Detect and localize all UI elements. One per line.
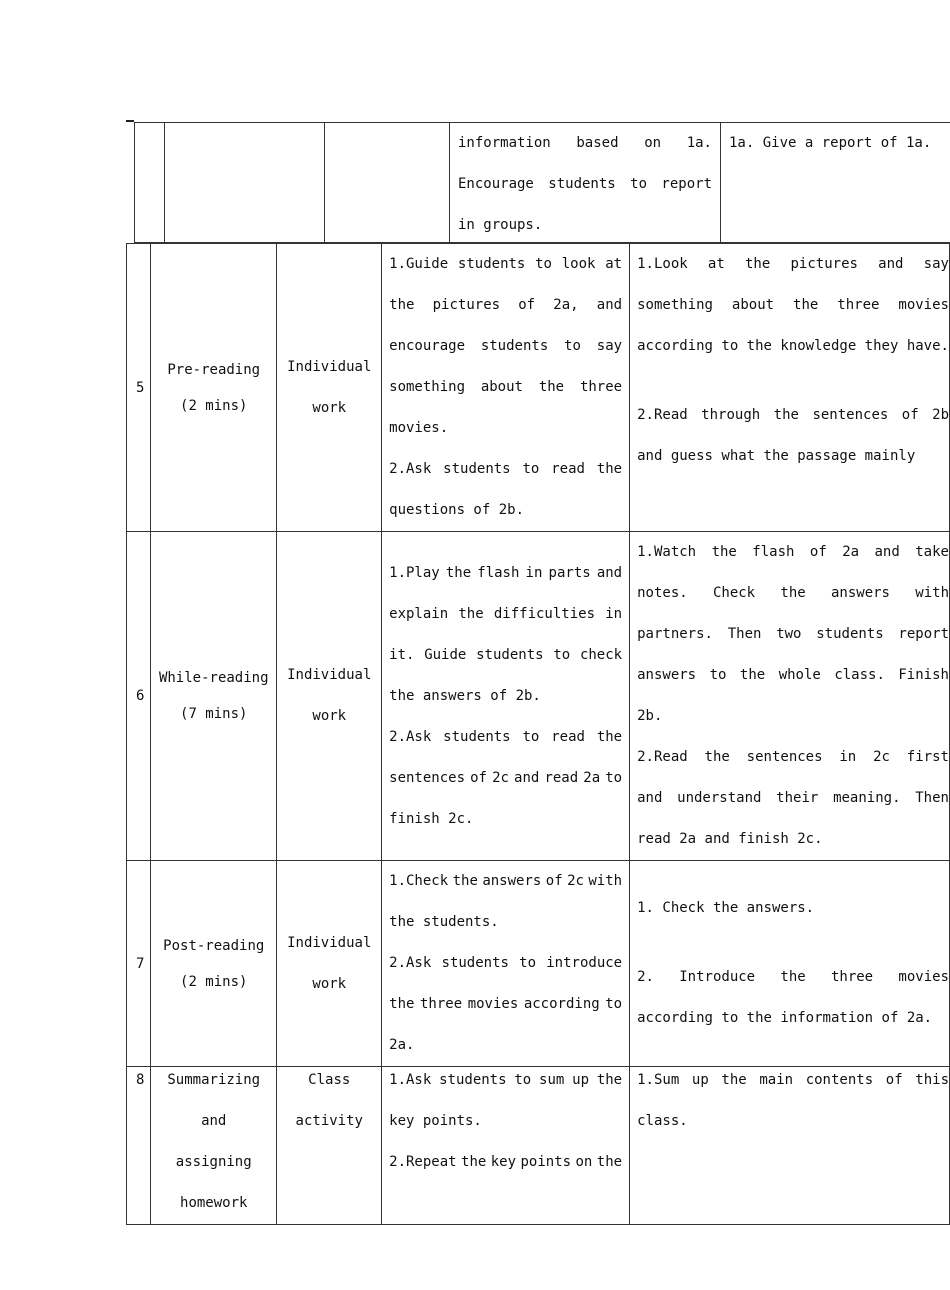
cell-text-line: read 2a and finish 2c. — [637, 831, 823, 847]
cell-text-line: 1.Look at the pictures and say — [637, 256, 949, 272]
procedure-line: Post-reading — [163, 937, 265, 954]
procedure-cell — [151, 861, 277, 1067]
cell-text-line: 2.Ask students to introduce — [389, 955, 623, 971]
lesson-plan-table — [126, 243, 950, 1225]
cont-cell-mode — [324, 122, 449, 243]
cont-teacher-line: Encourage students to report — [458, 176, 712, 192]
cell-text-line: 2.Repeat the key points on the — [389, 1154, 623, 1170]
cell-text-line: movies. — [389, 420, 449, 436]
step-number-cell — [127, 532, 151, 861]
procedure-cell — [151, 532, 277, 861]
table-row — [127, 244, 950, 532]
student-lines — [630, 888, 949, 1039]
procedure-line: Pre-reading — [167, 361, 261, 378]
cell-text-line: something about the three — [389, 379, 623, 395]
teacher-lines — [382, 553, 629, 840]
cont-cell-student — [720, 122, 950, 243]
cell-text-line: the pictures of 2a, and — [389, 297, 623, 313]
teacher-activity-cell — [382, 244, 630, 532]
cell-text-line: key points. — [389, 1113, 482, 1129]
cell-text-line: according to the knowledge they have. — [637, 338, 949, 354]
cont-cell-step — [134, 122, 164, 243]
mode-line: Individual — [287, 667, 372, 683]
mode-line: work — [312, 708, 347, 724]
cont-cell-procedure — [164, 122, 324, 243]
cell-text-line: and understand their meaning. Then — [637, 790, 949, 806]
step-number: 6 — [136, 688, 145, 704]
cell-text-line: 2b. — [637, 708, 663, 724]
cell-text-line: questions of 2b. — [389, 502, 524, 518]
student-activity-cell — [630, 1067, 950, 1225]
mode-cell — [277, 1067, 382, 1225]
step-number-cell — [127, 1067, 151, 1225]
table-row — [127, 532, 950, 861]
mode-line: work — [312, 975, 347, 992]
student-activity-cell — [630, 532, 950, 861]
cell-text-line: 2.Ask students to read the — [389, 461, 623, 477]
cell-text-line: explain the difficulties in — [389, 605, 623, 622]
procedure-line: homework — [180, 1195, 248, 1211]
table-row — [127, 861, 950, 1067]
procedure-cell — [151, 244, 277, 532]
teacher-activity-cell — [382, 1067, 630, 1225]
procedure-line: Summarizing and — [167, 1072, 261, 1129]
teacher-lines — [382, 1067, 629, 1184]
cell-text-line: 1.Watch the flash of 2a and take — [637, 544, 949, 560]
student-lines — [630, 1067, 949, 1143]
procedure-line: While-reading — [158, 670, 269, 686]
cell-text-line: the students. — [389, 914, 499, 930]
step-number: 5 — [136, 379, 145, 396]
teacher-activity-cell — [382, 861, 630, 1067]
teacher-activity-cell — [382, 532, 630, 861]
cell-text-line: it. Guide students to check — [389, 646, 623, 663]
cell-text-line: 2. Introduce the three movies — [637, 969, 949, 985]
cell-text-line: class. — [637, 1113, 688, 1129]
procedure-line: assigning — [175, 1154, 252, 1170]
procedure-line: (2 mins) — [180, 973, 248, 990]
cell-text-line: answers to the whole class. Finish — [637, 667, 949, 683]
table-row — [127, 1067, 950, 1225]
teacher-lines — [382, 244, 629, 531]
cell-text-line — [637, 929, 949, 957]
cell-text-line: something about the three movies — [637, 297, 949, 313]
cell-text-line — [637, 367, 949, 395]
procedure-line: (7 mins) — [180, 706, 248, 722]
cell-text-line: encourage students to say — [389, 338, 623, 354]
mode-line: Class — [308, 1072, 351, 1088]
cell-text-line: sentences of 2c and read 2a to — [389, 769, 623, 786]
cell-text-line: notes. Check the answers with — [637, 585, 949, 601]
teacher-lines — [382, 861, 629, 1066]
step-number-cell — [127, 244, 151, 532]
mode-cell — [277, 532, 382, 861]
cell-text-line: 1.Ask students to sum up the — [389, 1072, 623, 1088]
mode-line: activity — [295, 1113, 363, 1129]
cell-text-line: 1.Sum up the main contents of this — [637, 1072, 949, 1088]
cell-text-line: finish 2c. — [389, 810, 474, 827]
mode-cell — [277, 244, 382, 532]
cell-text-line: 1.Play the flash in parts and — [389, 564, 623, 581]
step-number: 7 — [136, 955, 145, 972]
cell-text-line: the answers of 2b. — [389, 687, 541, 704]
step-number-cell — [127, 861, 151, 1067]
cont-cell-teacher — [449, 122, 720, 243]
cell-text-line: 1.Check the answers of 2c with — [389, 873, 623, 889]
cell-text-line: 1. Check the answers. — [637, 900, 815, 916]
student-activity-cell — [630, 244, 950, 532]
student-lines — [630, 244, 949, 477]
cell-text-line: 2a. — [389, 1037, 415, 1053]
student-activity-cell — [630, 861, 950, 1067]
cell-text-line: partners. Then two students report — [637, 626, 949, 642]
cont-teacher-line: in groups. — [458, 217, 543, 233]
cell-text-line: 2.Read the sentences in 2c first — [637, 749, 949, 765]
cont-student-line: 1a. Give a report of 1a. — [729, 135, 932, 151]
student-lines — [630, 532, 949, 860]
cell-text-line: 1.Guide students to look at — [389, 256, 623, 272]
cell-text-line: and guess what the passage mainly — [637, 448, 916, 464]
cell-text-line: 2.Ask students to read the — [389, 728, 623, 745]
cell-text-line: the three movies according to — [389, 996, 623, 1012]
cell-text-line: 2.Read through the sentences of 2b — [637, 407, 949, 423]
cont-teacher-line: information based on 1a. — [458, 135, 712, 151]
mode-line: work — [312, 399, 347, 416]
cell-text-line: according to the information of 2a. — [637, 1010, 933, 1026]
mode-line: Individual — [287, 934, 372, 951]
mode-cell — [277, 861, 382, 1067]
table-corner-mark — [126, 120, 134, 122]
continuation-row — [134, 122, 950, 243]
step-number: 8 — [136, 1072, 145, 1088]
procedure-line: (2 mins) — [180, 397, 248, 414]
mode-line: Individual — [287, 358, 372, 375]
procedure-cell — [151, 1067, 277, 1225]
